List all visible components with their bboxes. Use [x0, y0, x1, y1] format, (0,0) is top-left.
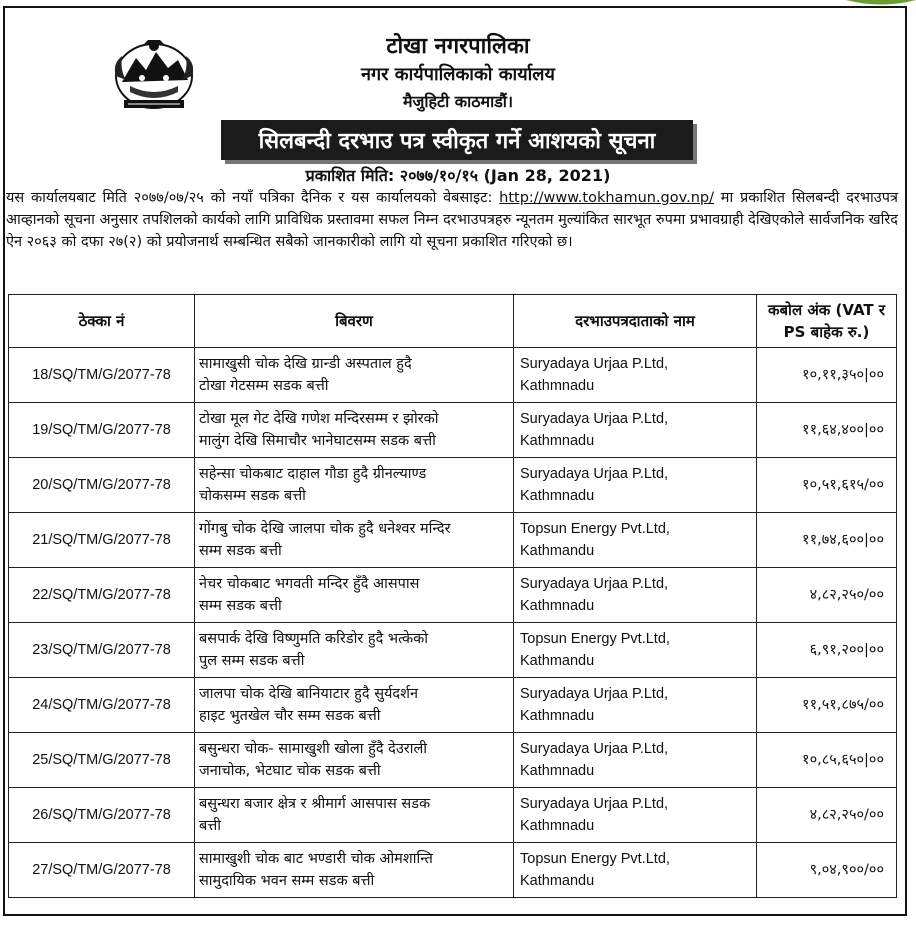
description-cell [195, 348, 514, 403]
amount-cell: ९,०४,९००/०० [757, 843, 897, 898]
municipality-name: टोखा नगरपालिका [386, 34, 530, 59]
amount-cell: ६,९१,२००|०० [757, 623, 897, 678]
table-row [9, 678, 897, 733]
bidder-name: Topsun Energy Pvt.Ltd, [520, 851, 670, 867]
description-cell [195, 678, 514, 733]
table-row [9, 458, 897, 513]
body-text-before-link: यस कार्यालयबाट मिति २०७७/०७/२५ को नयाँ पत्रिका दैनिक र यस कार्यालयको वेबसाइट: [6, 190, 500, 206]
description-line1: गोंगबु चोक देखि जालपा चोक हुदै धनेश्वर मन्दिर [199, 521, 451, 537]
bidder-cell [514, 623, 757, 678]
contract-no-cell: 23/SQ/TM/G/2077-78 [9, 623, 195, 678]
contract-no-cell: 25/SQ/TM/G/2077-78 [9, 733, 195, 788]
bidder-city: Kathmnadu [520, 818, 595, 834]
office-location: मैजुहिटी काठमाडौं। [402, 92, 514, 111]
description-line1: जालपा चोक देखि बानियाटार हुदै सुर्यदर्शन [199, 686, 419, 702]
website-link[interactable]: http://www.tokhamun.gov.np/ [499, 190, 714, 206]
description-line2: सामुदायिक भवन सम्म सडक बत्ती [199, 873, 375, 889]
published-date: प्रकाशित मिति: २०७७/१०/१५ (Jan 28, 2021) [305, 166, 611, 185]
notice-title: सिलबन्दी दरभाउ पत्र स्वीकृत गर्ने आशयको सूचना [258, 129, 656, 154]
office-name: नगर कार्यपालिकाको कार्यालय [361, 64, 555, 85]
contract-no-cell: 24/SQ/TM/G/2077-78 [9, 678, 195, 733]
table-row [9, 623, 897, 678]
description-line1: बसुन्धरा बजार क्षेत्र र श्रीमार्ग आसपास सडक [199, 796, 431, 812]
amount-cell: ११,७४,६००|०० [757, 513, 897, 568]
contract-no-cell: 26/SQ/TM/G/2077-78 [9, 788, 195, 843]
bidder-city: Kathmandu [520, 873, 595, 889]
description-line2: बत्ती [199, 818, 222, 834]
header-amount-line2: PS बाहेक रु.) [783, 323, 870, 341]
header-bidder: दरभाउपत्रदाताको नाम [514, 295, 757, 348]
description-line2: टोखा गेटसम्म सडक बत्ती [199, 378, 329, 394]
table-header-row [9, 295, 897, 348]
bidder-name: Suryadaya Urjaa P.Ltd, [520, 411, 669, 427]
table-row [9, 348, 897, 403]
description-line1: बसपार्क देखि विष्णुमति करिडोर हुदै भत्केको [199, 631, 429, 647]
contract-no-cell: 20/SQ/TM/G/2077-78 [9, 458, 195, 513]
bidder-cell [514, 843, 757, 898]
amount-cell: ४,८२,२५०/०० [757, 568, 897, 623]
description-line2: सम्म सडक बत्ती [199, 543, 282, 559]
header-description: बिवरण [195, 295, 514, 348]
bidder-city: Kathmnadu [520, 763, 595, 779]
header-amount [757, 295, 897, 348]
table-row [9, 513, 897, 568]
bidder-name: Suryadaya Urjaa P.Ltd, [520, 466, 669, 482]
amount-cell: ४,८२,२५०/०० [757, 788, 897, 843]
bidder-name: Suryadaya Urjaa P.Ltd, [520, 686, 669, 702]
bid-table [8, 294, 897, 898]
description-cell [195, 788, 514, 843]
description-line1: सामाखुशी चोक बाट भण्डारी चोक ओमशान्ति [199, 851, 433, 867]
bidder-name: Topsun Energy Pvt.Ltd, [520, 631, 670, 647]
description-line2: जनाचोक, भेटघाट चोक सडक बत्ती [199, 763, 381, 779]
bidder-city: Kathmnadu [520, 708, 595, 724]
bidder-cell [514, 568, 757, 623]
table-row [9, 568, 897, 623]
bidder-cell [514, 678, 757, 733]
bidder-cell [514, 513, 757, 568]
description-line2: हाइट भुतखेल चौर सम्म सडक बत्ती [199, 708, 381, 724]
bidder-name: Topsun Energy Pvt.Ltd, [520, 521, 670, 537]
bidder-cell [514, 403, 757, 458]
description-line1: नेचर चोकबाट भगवती मन्दिर हुँदै आसपास [199, 576, 420, 592]
description-line2: मालुंग देखि सिमाचौर भानेघाटसम्म सडक बत्ती [199, 433, 436, 449]
description-cell [195, 733, 514, 788]
description-cell [195, 513, 514, 568]
description-line2: चोकसम्म सडक बत्ती [199, 488, 306, 504]
description-cell [195, 843, 514, 898]
header-amount-line1: कबोल अंक (VAT र [767, 301, 886, 319]
contract-no-cell: 21/SQ/TM/G/2077-78 [9, 513, 195, 568]
bidder-cell [514, 458, 757, 513]
bidder-city: Kathmnadu [520, 378, 595, 394]
description-cell [195, 623, 514, 678]
bidder-city: Kathmnadu [520, 433, 595, 449]
bidder-cell [514, 733, 757, 788]
notice-title-banner [221, 120, 693, 160]
contract-no-cell: 19/SQ/TM/G/2077-78 [9, 403, 195, 458]
bidder-cell [514, 788, 757, 843]
contract-no-cell: 22/SQ/TM/G/2077-78 [9, 568, 195, 623]
table-row [9, 788, 897, 843]
contract-no-cell: 18/SQ/TM/G/2077-78 [9, 348, 195, 403]
body-text-after-link: मा प्रकाशित सिलबन्दी दरभाउपत्र आव्हानको सूचना अनुसार तपशिलको कार्यको लागि प्राविधिक प्रस्तावमा सफल निम्न दरभाउपत्रहरु न्यूनतम मुल्यांकित सारभूत रुपमा प्रभावग्राही देखिएकोले सार्वजनिक खरिद ऐन २०६३ को दफा २७(२) को प्रयोजनार्थ सम्बन्धित सबैको जानकारीको लागि यो सूचना प्रकाशित गरिएको छ। [6, 190, 898, 250]
description-cell [195, 403, 514, 458]
table-row [9, 403, 897, 458]
description-cell [195, 568, 514, 623]
bidder-city: Kathmandu [520, 543, 595, 559]
description-line1: सामाखुसी चोक देखि ग्रान्डी अस्पताल हुदै [199, 356, 412, 372]
description-line1: सहेन्सा चोकबाट दाहाल गौडा हुदै ग्रीनल्याण्ड [199, 466, 427, 482]
bidder-name: Suryadaya Urjaa P.Ltd, [520, 741, 669, 757]
bidder-city: Kathmnadu [520, 598, 595, 614]
notice-body-paragraph [6, 187, 898, 253]
table-row [9, 843, 897, 898]
table-row [9, 733, 897, 788]
bidder-name: Suryadaya Urjaa P.Ltd, [520, 576, 669, 592]
amount-cell: ११,५१,८७५/०० [757, 678, 897, 733]
amount-cell: १०,५१,६१५/०० [757, 458, 897, 513]
amount-cell: ११,६४,४००|०० [757, 403, 897, 458]
description-line2: पुल सम्म सडक बत्ती [199, 653, 305, 669]
bidder-city: Kathmandu [520, 653, 595, 669]
amount-cell: १०,११,३५०|०० [757, 348, 897, 403]
amount-cell: १०,८५,६५०|०० [757, 733, 897, 788]
description-line1: टोखा मूल गेट देखि गणेश मन्दिरसम्म र झोरको [199, 411, 439, 427]
bidder-name: Suryadaya Urjaa P.Ltd, [520, 356, 669, 372]
description-line2: सम्म सडक बत्ती [199, 598, 282, 614]
description-cell [195, 458, 514, 513]
contract-no-cell: 27/SQ/TM/G/2077-78 [9, 843, 195, 898]
bidder-name: Suryadaya Urjaa P.Ltd, [520, 796, 669, 812]
description-line1: बसुन्धरा चोक- सामाखुशी खोला हुँदै देउराली [199, 741, 428, 757]
header-contract-no: ठेक्का नं [9, 295, 195, 348]
bidder-city: Kathmnadu [520, 488, 595, 504]
bidder-cell [514, 348, 757, 403]
